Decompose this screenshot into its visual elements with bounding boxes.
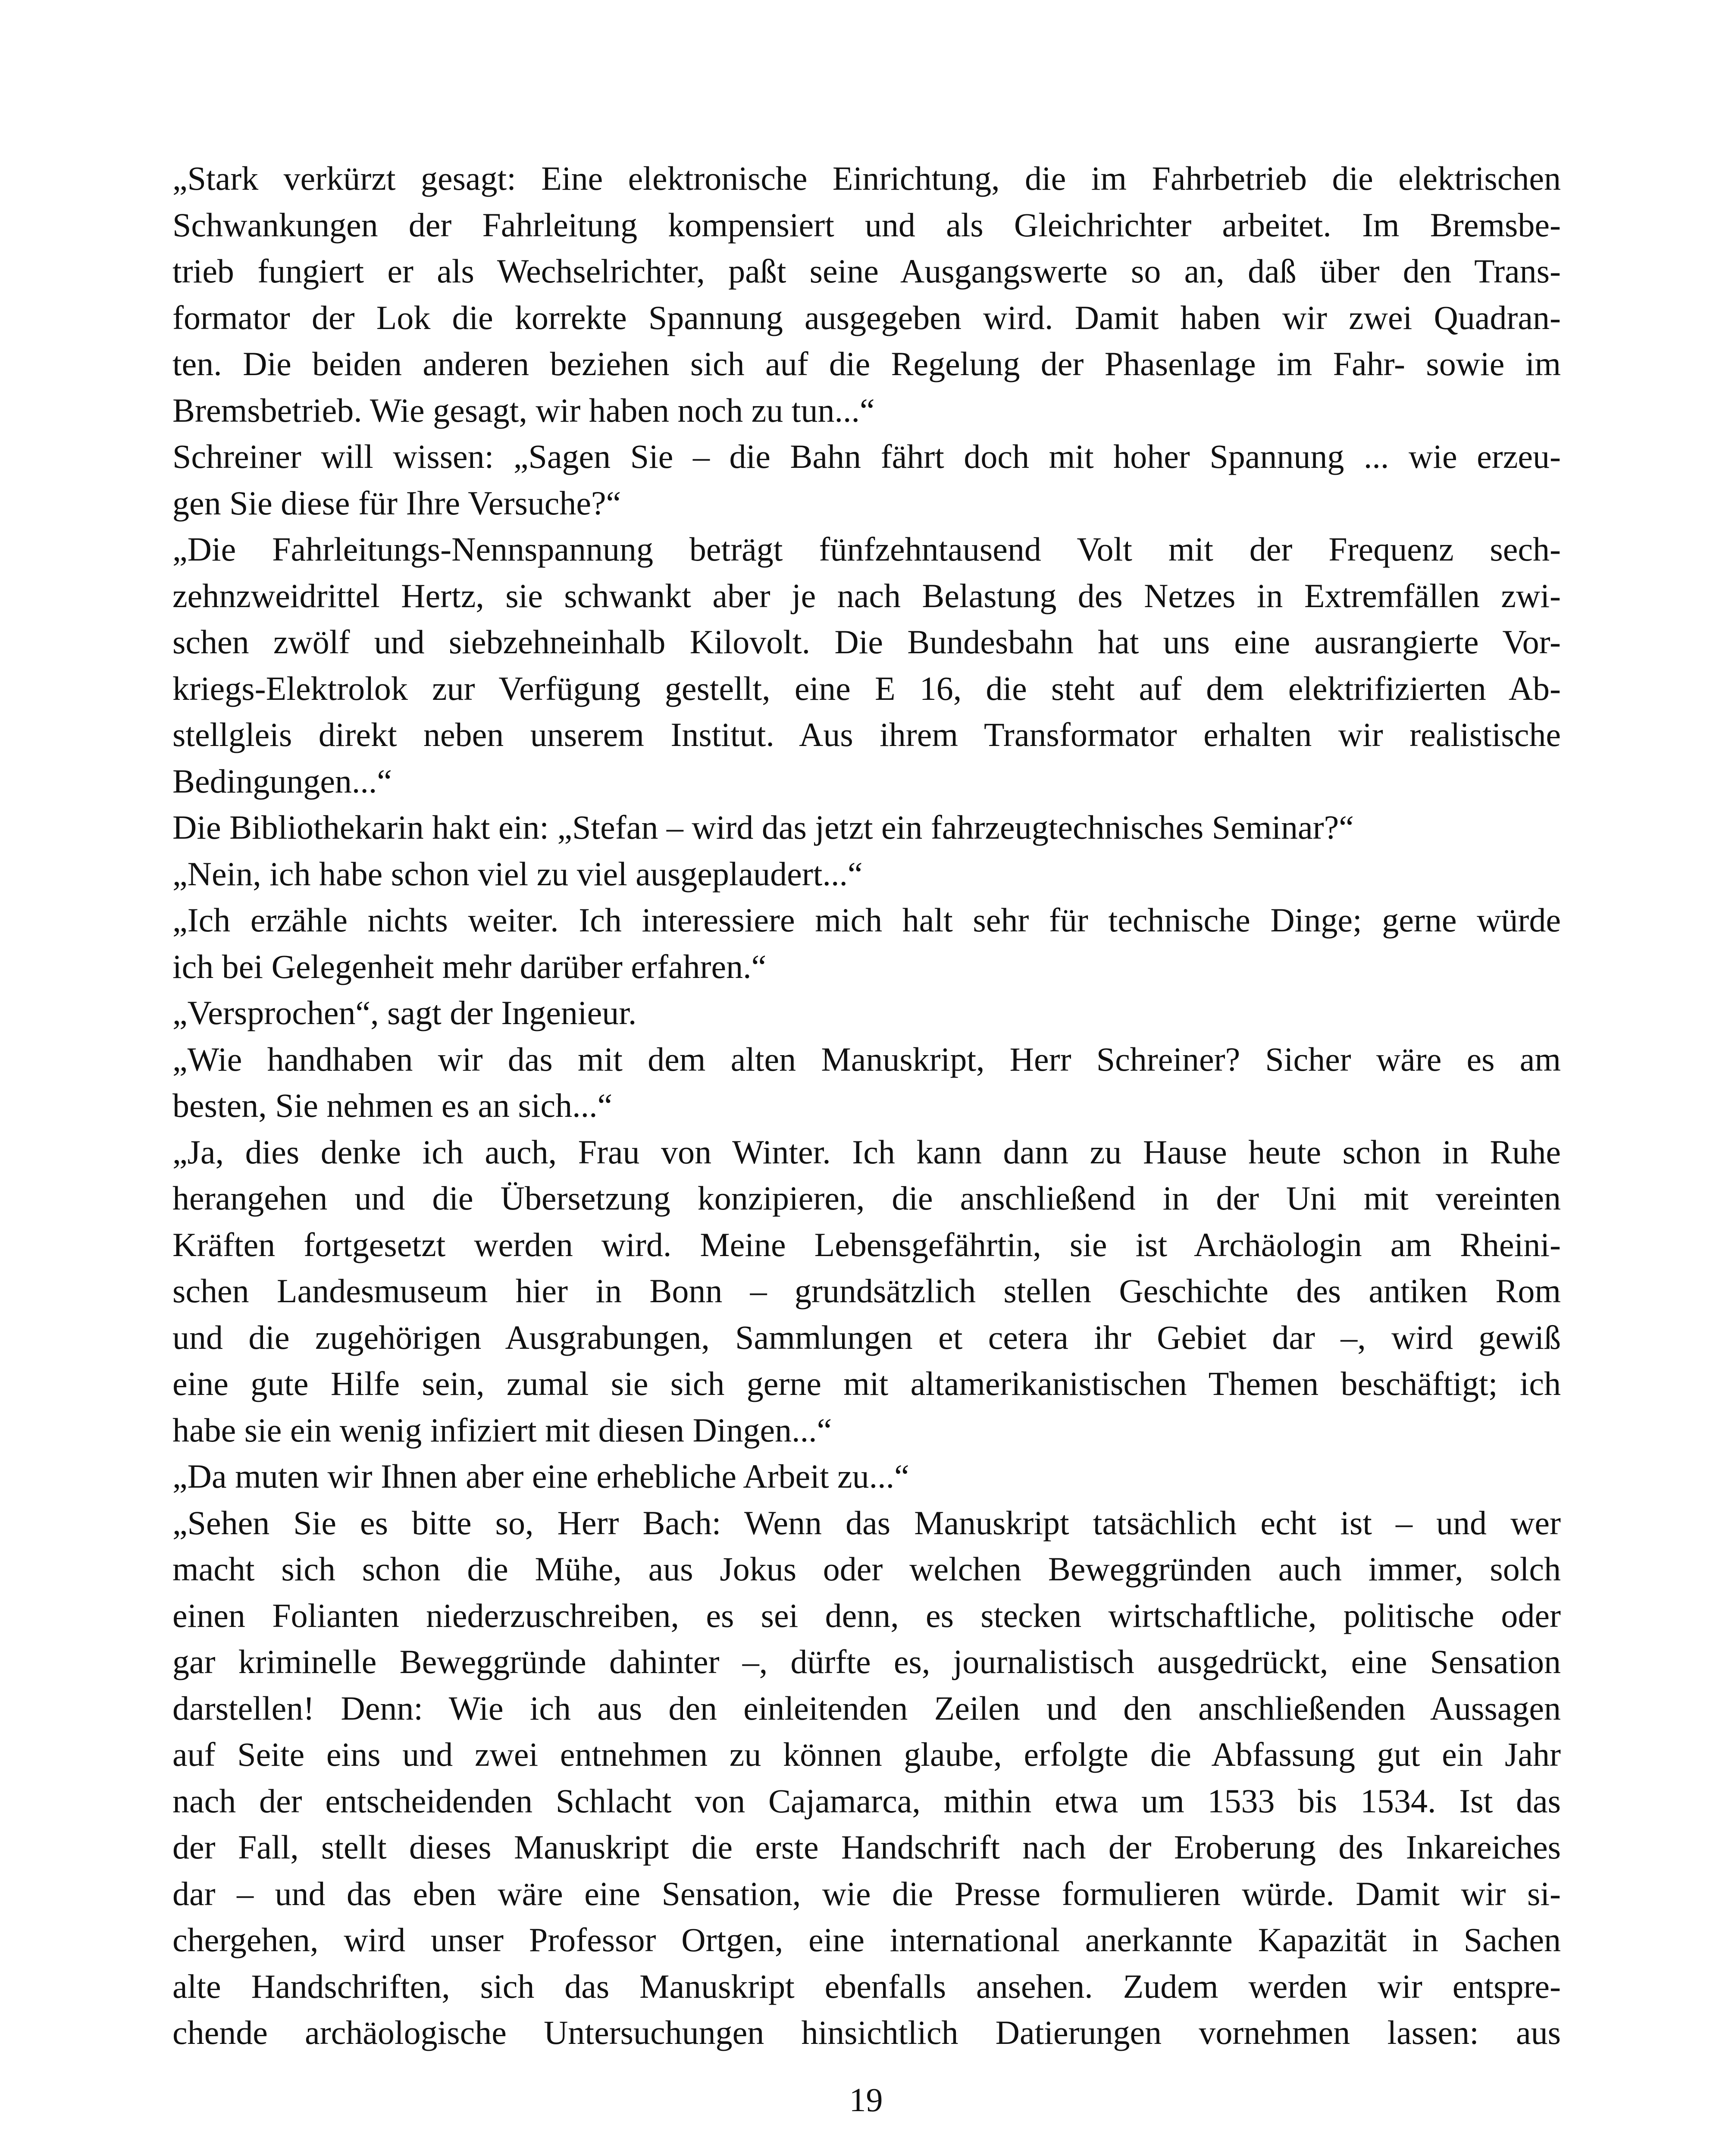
- text-line: „Stark verkürzt gesagt: Eine elektronische Einrichtung, die im Fahrbetrieb die elektrischen: [172, 160, 1561, 197]
- text-line: Bedingungen...“: [172, 762, 392, 800]
- text-line: einen Folianten niederzuschreiben, es sei denn, es stecken wirtschaftliche, politische oder: [172, 1596, 1561, 1634]
- text-line: schen zwölf und siebzehneinhalb Kilovolt. Die Bundesbahn hat uns eine ausrangierte Vor-: [172, 623, 1561, 661]
- text-line: „Ja, dies denke ich auch, Frau von Winter. Ich kann dann zu Hause heute schon in Ruhe: [172, 1133, 1561, 1171]
- text-line: Bremsbetrieb. Wie gesagt, wir haben noch zu tun...“: [172, 391, 875, 429]
- text-line: „Versprochen“, sagt der Ingenieur.: [172, 994, 637, 1031]
- text-line: stellgleis direkt neben unserem Institut. Aus ihrem Transformator erhalten wir realistische: [172, 716, 1561, 753]
- text-line: Kräften fortgesetzt werden wird. Meine Lebensgefährtin, sie ist Archäologin am Rheini-: [172, 1225, 1561, 1263]
- text-line: besten, Sie nehmen es an sich...“: [172, 1087, 613, 1124]
- text-line: eine gute Hilfe sein, zumal sie sich gerne mit altamerikanistischen Themen beschäftigt; ich: [172, 1365, 1561, 1402]
- text-line: formator der Lok die korrekte Spannung ausgegeben wird. Damit haben wir zwei Quadran-: [172, 298, 1561, 336]
- body-text: [172, 155, 1561, 2056]
- text-line: und die zugehörigen Ausgrabungen, Sammlungen et cetera ihr Gebiet dar –, wird gewiß: [172, 1318, 1561, 1356]
- text-line: zehnzweidrittel Hertz, sie schwankt aber je nach Belastung des Netzes in Extremfällen zwi-: [172, 577, 1561, 614]
- text-line: „Nein, ich habe schon viel zu viel ausgeplaudert...“: [172, 855, 863, 893]
- text-line: gar kriminelle Beweggründe dahinter –, dürfte es, journalistisch ausgedrückt, eine Sensation: [172, 1643, 1561, 1680]
- text-line: „Sehen Sie es bitte so, Herr Bach: Wenn das Manuskript tatsächlich echt ist – und wer: [172, 1504, 1561, 1542]
- text-line: „Die Fahrleitungs-Nennspannung beträgt fünfzehntausend Volt mit der Frequenz sech-: [172, 530, 1561, 568]
- text-line: trieb fungiert er als Wechselrichter, paßt seine Ausgangswerte so an, daß über den Trans-: [172, 252, 1561, 290]
- text-line: chergehen, wird unser Professor Ortgen, eine international anerkannte Kapazität in Sachen: [172, 1921, 1561, 1959]
- text-line: dar – und das eben wäre eine Sensation, wie die Presse formulieren würde. Damit wir si-: [172, 1874, 1561, 1912]
- text-line: herangehen und die Übersetzung konzipieren, die anschließend in der Uni mit vereinten: [172, 1179, 1561, 1217]
- text-line: „Ich erzähle nichts weiter. Ich interessiere mich halt sehr für technische Dinge; gerne würde: [172, 901, 1561, 939]
- text-line: „Wie handhaben wir das mit dem alten Manuskript, Herr Schreiner? Sicher wäre es am: [172, 1040, 1561, 1078]
- text-line: gen Sie diese für Ihre Versuche?“: [172, 484, 621, 522]
- text-line: „Da muten wir Ihnen aber eine erhebliche Arbeit zu...“: [172, 1457, 909, 1495]
- text-line: nach der entscheidenden Schlacht von Cajamarca, mithin etwa um 1533 bis 1534. Ist das: [172, 1782, 1561, 1820]
- text-line: ich bei Gelegenheit mehr darüber erfahren.“: [172, 947, 767, 985]
- text-line: kriegs-Elektrolok zur Verfügung gestellt, eine E 16, die steht auf dem elektrifizierten Ab-: [172, 669, 1561, 707]
- text-line: schen Landesmuseum hier in Bonn – grundsätzlich stellen Geschichte des antiken Rom: [172, 1272, 1561, 1310]
- text-line: ten. Die beiden anderen beziehen sich auf die Regelung der Phasenlage im Fahr- sowie im: [172, 345, 1561, 382]
- text-line: Schwankungen der Fahrleitung kompensiert und als Gleichrichter arbeitet. Im Bremsbe-: [172, 206, 1561, 244]
- text-line: darstellen! Denn: Wie ich aus den einleitenden Zeilen und den anschließenden Aussagen: [172, 1689, 1561, 1727]
- text-line: chende archäologische Untersuchungen hinsichtlich Datierungen vornehmen lassen: aus: [172, 2014, 1561, 2051]
- text-line: Schreiner will wissen: „Sagen Sie – die Bahn fährt doch mit hoher Spannung ... wie erzeu-: [172, 438, 1561, 475]
- text-line: auf Seite eins und zwei entnehmen zu können glaube, erfolgte die Abfassung gut ein Jahr: [172, 1736, 1561, 1773]
- text-line: habe sie ein wenig infiziert mit diesen Dingen...“: [172, 1411, 832, 1449]
- text-line: Die Bibliothekarin hakt ein: „Stefan – wird das jetzt ein fahrzeugtechnisches Seminar?“: [172, 808, 1354, 846]
- text-line: macht sich schon die Mühe, aus Jokus oder welchen Beweggründen auch immer, solch: [172, 1550, 1561, 1588]
- text-line: der Fall, stellt dieses Manuskript die erste Handschrift nach der Eroberung des Inkareiches: [172, 1828, 1561, 1866]
- page-number: 19: [849, 2081, 883, 2118]
- text-line: alte Handschriften, sich das Manuskript ebenfalls ansehen. Zudem werden wir entspre-: [172, 1967, 1561, 2005]
